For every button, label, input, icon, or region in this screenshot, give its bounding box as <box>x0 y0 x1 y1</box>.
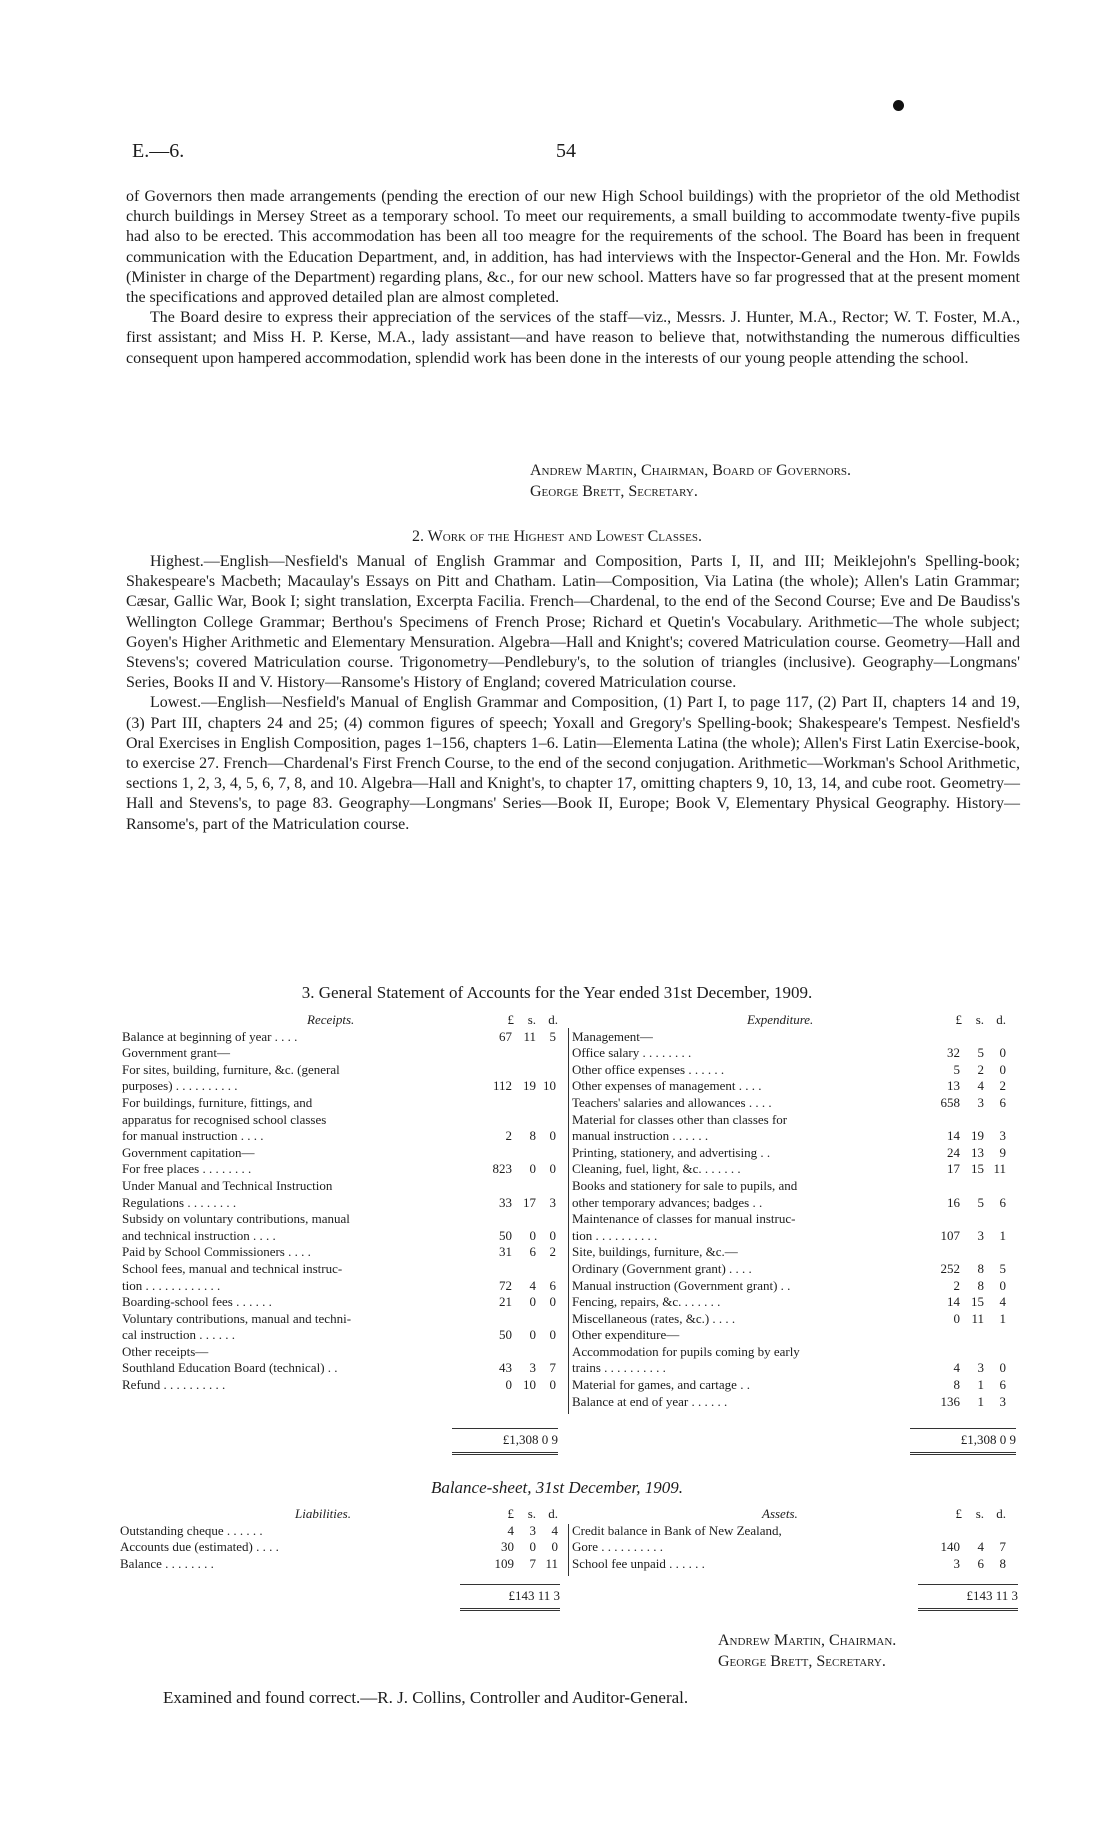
row-label: Credit balance in Bank of New Zealand, <box>572 1522 782 1538</box>
pounds-value: 8 <box>953 1377 960 1393</box>
row-label: Other office expenses . . . . . . <box>572 1061 725 1077</box>
column-divider <box>568 1524 569 1576</box>
row-label: Site, buildings, furniture, &c.— <box>572 1244 738 1260</box>
shillings-value: 15 <box>971 1161 984 1177</box>
table-row <box>122 1294 562 1311</box>
pounds-value: 17 <box>947 1161 960 1177</box>
shillings-value: 3 <box>977 1360 984 1376</box>
balance-sheet-title: Balance-sheet, 31st December, 1909. <box>430 1478 684 1497</box>
table-row <box>122 1278 562 1295</box>
pounds-value: 0 <box>505 1377 512 1393</box>
total-double-rule <box>460 1608 560 1611</box>
pence-value: 6 <box>999 1377 1006 1393</box>
pounds-value: 3 <box>953 1555 960 1571</box>
table-row <box>572 1539 1022 1556</box>
table-row <box>120 1556 564 1573</box>
pence-value: 1 <box>999 1227 1006 1243</box>
row-label: Printing, stationery, and advertising . . <box>572 1144 771 1160</box>
row-label: For sites, building, furniture, &c. (general <box>122 1061 340 1077</box>
pence-value: 3 <box>549 1194 556 1210</box>
table-row <box>572 1556 1022 1573</box>
pounds-value: 4 <box>507 1522 514 1538</box>
section-heading: 2. Work of the Highest and Lowest Classes. <box>411 528 703 545</box>
table-row <box>572 1261 1022 1278</box>
table-header-row <box>572 1506 1022 1523</box>
table-row <box>572 1045 1022 1062</box>
shillings-value: 15 <box>971 1294 984 1310</box>
row-label: Books and stationery for sale to pupils, and <box>572 1177 798 1193</box>
row-label: Teachers' salaries and allowances . . . . <box>572 1094 772 1110</box>
shillings-value: 5 <box>977 1045 984 1061</box>
row-label: trains . . . . . . . . . . <box>572 1360 666 1376</box>
row-label: Cleaning, fuel, light, &c. . . . . . . <box>572 1161 741 1177</box>
row-label: cal instruction . . . . . . <box>122 1327 236 1343</box>
receipts-table <box>122 1012 562 1394</box>
ink-dot <box>893 100 904 111</box>
intro-text <box>126 187 1020 369</box>
expenditure-table <box>572 1012 1022 1410</box>
table-row <box>122 1195 562 1212</box>
receipts-total: £1,308 0 9 <box>502 1432 558 1447</box>
row-label: Material for classes other than classes for <box>572 1111 788 1127</box>
shillings-value: 3 <box>977 1227 984 1243</box>
pence-value: 2 <box>549 1244 556 1260</box>
row-label: Other expenses of management . . . . <box>572 1078 762 1094</box>
pounds-value: 14 <box>947 1128 960 1144</box>
table-row <box>572 1294 1022 1311</box>
table-row <box>572 1311 1022 1328</box>
pounds-value: 72 <box>499 1277 512 1293</box>
shillings-heading: s. <box>975 1012 984 1027</box>
table-row <box>572 1394 1022 1411</box>
signature-chairman: Andrew Martin, Chairman, Board of Governors. <box>530 462 852 479</box>
row-label: Balance at beginning of year . . . . <box>122 1028 298 1044</box>
pence-value: 2 <box>999 1078 1006 1094</box>
table-row <box>122 1261 562 1278</box>
table-row <box>572 1523 1022 1540</box>
row-label: Refund . . . . . . . . . . <box>122 1377 226 1393</box>
pounds-value: 136 <box>940 1393 960 1409</box>
pence-value: 11 <box>993 1161 1006 1177</box>
row-label: Accommodation for pupils coming by early <box>572 1343 800 1359</box>
shillings-value: 19 <box>971 1128 984 1144</box>
shillings-heading: s. <box>975 1506 984 1521</box>
row-label: apparatus for recognised school classes <box>122 1111 327 1127</box>
table-row <box>122 1377 562 1394</box>
pounds-value: 252 <box>940 1260 960 1276</box>
signature-block <box>718 1630 896 1672</box>
row-label: Accounts due (estimated) . . . . <box>120 1539 279 1555</box>
row-label: Material for games, and cartage . . <box>572 1377 750 1393</box>
row-label: Boarding-school fees . . . . . . <box>122 1294 272 1310</box>
pence-value: 6 <box>549 1277 556 1293</box>
table-row <box>572 1145 1022 1162</box>
pence-value: 3 <box>999 1393 1006 1409</box>
pence-heading: d. <box>548 1506 558 1521</box>
row-label: For buildings, furniture, fittings, and <box>122 1094 313 1110</box>
table-row <box>572 1178 1022 1195</box>
row-label: For free places . . . . . . . . <box>122 1161 252 1177</box>
row-label: and technical instruction . . . . <box>122 1227 276 1243</box>
page-number: 54 <box>556 140 576 162</box>
shillings-heading: s. <box>527 1506 536 1521</box>
shillings-value: 6 <box>977 1555 984 1571</box>
pence-value: 0 <box>549 1161 556 1177</box>
row-label: School fees, manual and technical instruc- <box>122 1260 343 1276</box>
table-row <box>122 1244 562 1261</box>
pence-heading: d. <box>996 1506 1006 1521</box>
pounds-heading: £ <box>955 1012 962 1027</box>
table-header-row <box>120 1506 564 1523</box>
table-row <box>572 1161 1022 1178</box>
table-row <box>122 1078 562 1095</box>
table-row <box>120 1523 564 1540</box>
row-label: Under Manual and Technical Instruction <box>122 1177 333 1193</box>
shillings-value: 4 <box>977 1078 984 1094</box>
pounds-value: 43 <box>499 1360 512 1376</box>
row-label: tion . . . . . . . . . . <box>572 1227 658 1243</box>
highest-class-paragraph: Highest.—English—Nesfield's Manual of English Grammar and Composition, Parts I, II, and III; Meiklejohn's Spelling-book; Shakespeare's Macbeth; Macaulay's Essays on Pitt and Chatham. Latin—Composition, Via Latina (the whole); Allen's Latin Grammar; Cæsar, Gallic War, Book I; sight translation, Excerpta Facilia. French—Chardenal, to the end of the Second Course; Eve and De Baudiss's Wellington College Grammar; Berthou's Specimens of French Prose; Richard et Quetin's Vocabulary. Arithmetic—The whole subject; Goyen's Higher Arithmetic and Elementary Mensuration. Algebra—Hall and Knight's; covered Matriculation course. Geometry—Hall and Stevens's; covered Matriculation course. Trigonometry—Pendlebury's, to the solution of triangles (inclusive). Geography—Longmans' Series, Books II and V. History—Ransome's History of England; covered Matriculation course. <box>126 553 1020 692</box>
row-label: Maintenance of classes for manual instruc- <box>572 1211 796 1227</box>
row-label: Ordinary (Government grant) . . . . <box>572 1260 752 1276</box>
row-label: other temporary advances; badges . . <box>572 1194 763 1210</box>
pence-heading: d. <box>548 1012 558 1027</box>
row-label: Paid by School Commissioners . . . . <box>122 1244 311 1260</box>
pounds-value: 21 <box>499 1294 512 1310</box>
row-label: Subsidy on voluntary contributions, manual <box>122 1211 350 1227</box>
pounds-value: 112 <box>492 1078 512 1094</box>
assets-heading: Assets. <box>762 1506 798 1521</box>
table-row <box>122 1360 562 1377</box>
pence-value: 0 <box>549 1227 556 1243</box>
pounds-heading: £ <box>507 1506 514 1521</box>
pounds-value: 823 <box>492 1161 512 1177</box>
pounds-value: 16 <box>947 1194 960 1210</box>
liabilities-heading: Liabilities. <box>295 1506 351 1521</box>
expenditure-heading: Expenditure. <box>747 1012 814 1027</box>
row-label: tion . . . . . . . . . . . . <box>122 1277 221 1293</box>
pence-value: 0 <box>999 1045 1006 1061</box>
row-label: Southland Education Board (technical) . . <box>122 1360 338 1376</box>
signature-secretary: George Brett, Secretary. <box>530 483 698 500</box>
pence-value: 7 <box>999 1539 1006 1555</box>
pence-value: 0 <box>999 1061 1006 1077</box>
table-row <box>122 1327 562 1344</box>
pounds-value: 4 <box>953 1360 960 1376</box>
shillings-value: 1 <box>977 1377 984 1393</box>
total-rule <box>918 1584 1018 1585</box>
total-double-rule <box>452 1452 558 1455</box>
pence-value: 10 <box>543 1078 556 1094</box>
pounds-value: 50 <box>499 1327 512 1343</box>
row-label: Balance at end of year . . . . . . <box>572 1393 728 1409</box>
accounts-title: 3. General Statement of Accounts for the Year ended 31st December, 1909. <box>301 983 813 1002</box>
pence-heading: d. <box>996 1012 1006 1027</box>
shillings-value: 4 <box>977 1539 984 1555</box>
table-header-row <box>122 1012 562 1029</box>
table-row <box>122 1161 562 1178</box>
pounds-value: 658 <box>940 1094 960 1110</box>
table-header-row <box>572 1012 1022 1029</box>
assets-total: £143 11 3 <box>966 1588 1018 1603</box>
intro-paragraph: of Governors then made arrangements (pending the erection of our new High School buildings) with the proprietor of the old Methodist church buildings in Mersey Street as a temporary school. To meet our requirements, a small building to accommodate twenty-five pupils had also to be erected. This accommodation has been all too meagre for the requirements of the school. The Board has been in frequent communication with the Education Department, and, in addition, has had interviews with the Inspector-General and the Hon. Mr. Fowlds (Minister in charge of the Department) regarding plans, &c., for our new school. Matters have so far progressed that at the present moment the specifications and approved detailed plan are almost completed. <box>126 188 1020 307</box>
table-row <box>572 1128 1022 1145</box>
total-rule <box>460 1584 560 1585</box>
table-row <box>572 1029 1022 1046</box>
pence-value: 4 <box>551 1522 558 1538</box>
pounds-value: 109 <box>494 1555 514 1571</box>
row-label: Government capitation— <box>122 1144 255 1160</box>
shillings-value: 3 <box>529 1522 536 1538</box>
expenditure-total: £1,308 0 9 <box>960 1432 1016 1447</box>
pence-value: 3 <box>999 1128 1006 1144</box>
table-row <box>122 1112 562 1129</box>
pence-value: 6 <box>999 1194 1006 1210</box>
shillings-value: 19 <box>523 1078 536 1094</box>
section-body <box>126 552 1020 835</box>
pounds-value: 30 <box>501 1539 514 1555</box>
table-row <box>122 1145 562 1162</box>
shillings-heading: s. <box>527 1012 536 1027</box>
pence-value: 0 <box>999 1360 1006 1376</box>
shillings-value: 3 <box>977 1094 984 1110</box>
table-row <box>122 1128 562 1145</box>
row-label: for manual instruction . . . . <box>122 1128 264 1144</box>
total-rule <box>452 1428 558 1429</box>
row-label: School fee unpaid . . . . . . <box>572 1555 705 1571</box>
shillings-value: 0 <box>529 1327 536 1343</box>
shillings-value: 17 <box>523 1194 536 1210</box>
shillings-value: 11 <box>523 1028 536 1044</box>
row-label: purposes) . . . . . . . . . . <box>122 1078 238 1094</box>
pounds-value: 2 <box>953 1277 960 1293</box>
signature-chairman: Andrew Martin, Chairman. <box>718 1632 897 1649</box>
row-label: Outstanding cheque . . . . . . <box>120 1522 263 1538</box>
shillings-value: 0 <box>529 1294 536 1310</box>
row-label: Office salary . . . . . . . . <box>572 1045 692 1061</box>
column-divider <box>568 1028 569 1414</box>
pence-value: 0 <box>549 1377 556 1393</box>
pence-value: 0 <box>549 1294 556 1310</box>
shillings-value: 8 <box>977 1260 984 1276</box>
shillings-value: 4 <box>529 1277 536 1293</box>
row-label: Manual instruction (Government grant) . . <box>572 1277 791 1293</box>
table-row <box>122 1095 562 1112</box>
pounds-value: 32 <box>947 1045 960 1061</box>
table-row <box>572 1095 1022 1112</box>
document-reference: E.—6. <box>132 140 185 162</box>
table-row <box>122 1045 562 1062</box>
pounds-value: 50 <box>499 1227 512 1243</box>
pence-value: 6 <box>999 1094 1006 1110</box>
pence-value: 8 <box>999 1555 1006 1571</box>
row-label: Government grant— <box>122 1045 230 1061</box>
table-row <box>572 1112 1022 1129</box>
liabilities-table <box>120 1506 564 1572</box>
lowest-class-paragraph: Lowest.—English—Nesfield's Manual of English Grammar and Composition, (1) Part I, to page 117, (2) Part II, chapters 14 and 19, (3) Part III, chapters 24 and 25; (4) common figures of speech; Yoxall and Gregory's Spelling-book; Shakespeare's Tempest. Nesfield's Oral Exercises in English Composition, pages 1–156, chapters 1–6. Latin—Elementa Latina (the whole); Allen's First Latin Exercise-book, to exercise 27. French—Chardenal's First French Course, to the end of the second conjugation. Arithmetic—Workman's School Arithmetic, sections 1, 2, 3, 4, 5, 6, 7, 8, and 10. Algebra—Hall and Knight's, to chapter 17, omitting chapters 9, 10, 13, 14, and cube root. Geometry—Hall and Stevens's, to page 83. Geography—Longmans' Series—Book II, Europe; Book V, Elementary Physical Geography. History—Ransome's, part of the Matriculation course. <box>126 694 1020 833</box>
shillings-value: 13 <box>971 1144 984 1160</box>
table-row <box>120 1539 564 1556</box>
pounds-value: 14 <box>947 1294 960 1310</box>
row-label: Miscellaneous (rates, &c.) . . . . <box>572 1310 736 1326</box>
table-row <box>572 1228 1022 1245</box>
row-label: Other expenditure— <box>572 1327 680 1343</box>
shillings-value: 10 <box>523 1377 536 1393</box>
pounds-value: 140 <box>940 1539 960 1555</box>
shillings-value: 0 <box>529 1227 536 1243</box>
auditor-statement: Examined and found correct.—R. J. Collins, Controller and Auditor-General. <box>163 1688 689 1707</box>
shillings-value: 0 <box>529 1539 536 1555</box>
shillings-value: 8 <box>977 1277 984 1293</box>
table-row <box>572 1195 1022 1212</box>
receipts-heading: Receipts. <box>307 1012 355 1027</box>
shillings-value: 0 <box>529 1161 536 1177</box>
pence-value: 0 <box>999 1277 1006 1293</box>
table-row <box>122 1178 562 1195</box>
table-row <box>572 1244 1022 1261</box>
pence-value: 1 <box>999 1310 1006 1326</box>
pounds-value: 2 <box>505 1128 512 1144</box>
signature-secretary: George Brett, Secretary. <box>718 1653 886 1670</box>
table-row <box>122 1211 562 1228</box>
pounds-value: 107 <box>940 1227 960 1243</box>
row-label: manual instruction . . . . . . <box>572 1128 709 1144</box>
table-row <box>572 1211 1022 1228</box>
pence-value: 7 <box>549 1360 556 1376</box>
pence-value: 5 <box>999 1260 1006 1276</box>
total-double-rule <box>918 1608 1018 1611</box>
row-label: Regulations . . . . . . . . <box>122 1194 237 1210</box>
shillings-value: 3 <box>529 1360 536 1376</box>
pence-value: 0 <box>549 1327 556 1343</box>
pence-value: 0 <box>551 1539 558 1555</box>
table-row <box>572 1327 1022 1344</box>
pence-value: 4 <box>999 1294 1006 1310</box>
shillings-value: 6 <box>529 1244 536 1260</box>
pence-value: 5 <box>549 1028 556 1044</box>
row-label: Voluntary contributions, manual and techni- <box>122 1310 352 1326</box>
row-label: Balance . . . . . . . . <box>120 1555 214 1571</box>
pence-value: 11 <box>545 1555 558 1571</box>
table-row <box>572 1360 1022 1377</box>
table-row <box>122 1029 562 1046</box>
row-label: Other receipts— <box>122 1343 209 1359</box>
pounds-value: 67 <box>499 1028 512 1044</box>
pounds-heading: £ <box>955 1506 962 1521</box>
intro-paragraph: The Board desire to express their appreciation of the services of the staff—viz., Messrs. J. Hunter, M.A., Rector; W. T. Foster, M.A., first assistant; and Miss H. P. Kerse, M.A., lady assistant—and have reason to believe that, notwithstanding the numerous difficulties consequent upon hampered accommodation, splendid work has been done in the interests of our young people attending the school. <box>126 309 1020 367</box>
total-double-rule <box>910 1452 1016 1455</box>
shillings-value: 2 <box>977 1061 984 1077</box>
shillings-value: 5 <box>977 1194 984 1210</box>
pounds-value: 33 <box>499 1194 512 1210</box>
table-row <box>122 1062 562 1079</box>
assets-table <box>572 1506 1022 1572</box>
shillings-value: 1 <box>977 1393 984 1409</box>
row-label: Management— <box>572 1028 653 1044</box>
table-row <box>572 1078 1022 1095</box>
pounds-heading: £ <box>507 1012 514 1027</box>
shillings-value: 7 <box>529 1555 536 1571</box>
shillings-value: 11 <box>971 1310 984 1326</box>
table-row <box>572 1278 1022 1295</box>
table-row <box>122 1228 562 1245</box>
pence-value: 9 <box>999 1144 1006 1160</box>
total-rule <box>910 1428 1016 1429</box>
table-row <box>122 1311 562 1328</box>
table-row <box>122 1344 562 1361</box>
liabilities-total: £143 11 3 <box>508 1588 560 1603</box>
pounds-value: 5 <box>953 1061 960 1077</box>
table-row <box>572 1062 1022 1079</box>
pounds-value: 0 <box>953 1310 960 1326</box>
row-label: Gore . . . . . . . . . . <box>572 1539 663 1555</box>
table-row <box>572 1344 1022 1361</box>
pounds-value: 31 <box>499 1244 512 1260</box>
table-row <box>572 1377 1022 1394</box>
pounds-value: 13 <box>947 1078 960 1094</box>
pence-value: 0 <box>549 1128 556 1144</box>
signature-block <box>530 460 851 502</box>
pounds-value: 24 <box>947 1144 960 1160</box>
row-label: Fencing, repairs, &c. . . . . . . <box>572 1294 721 1310</box>
shillings-value: 8 <box>529 1128 536 1144</box>
